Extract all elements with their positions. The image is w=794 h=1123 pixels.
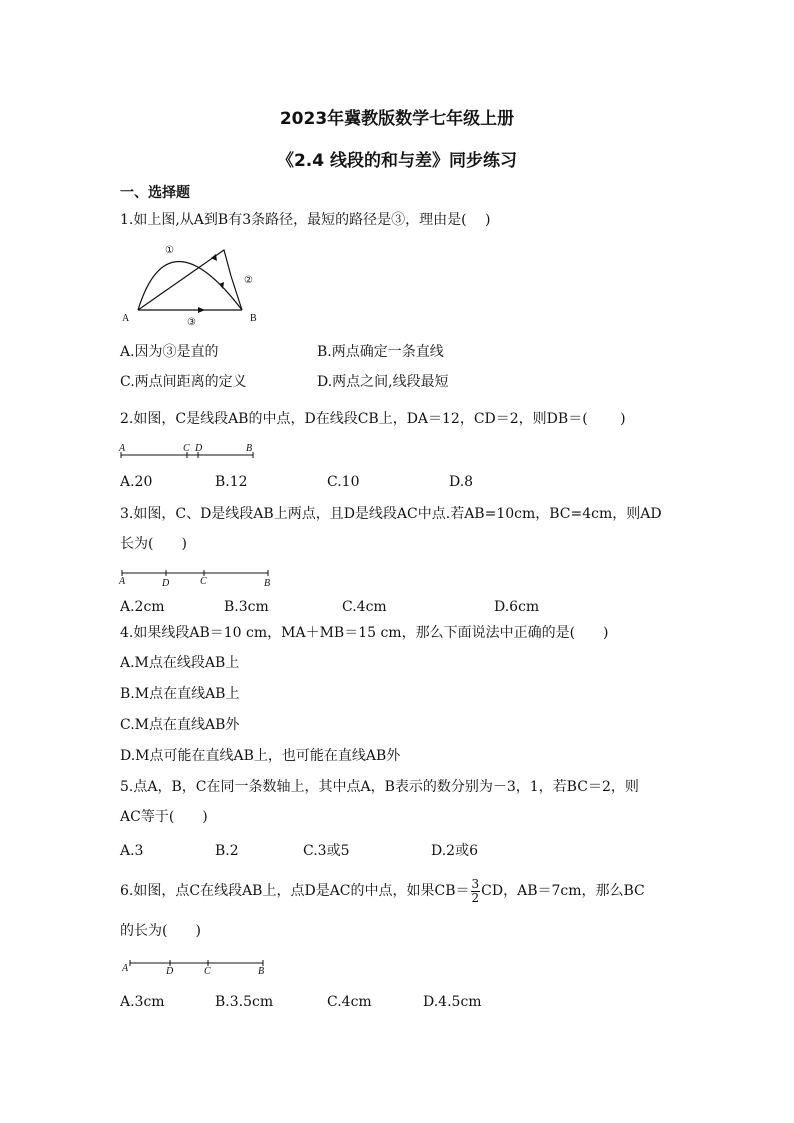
question-6-stem-line1 xyxy=(120,876,645,906)
q5-option-d: D.2或6 xyxy=(431,843,478,859)
arrow-icon xyxy=(198,307,205,313)
q1-option-c: C.两点间距离的定义 xyxy=(120,374,247,390)
point-label-b: B xyxy=(264,578,271,589)
q6-option-c: C.4cm xyxy=(327,994,372,1010)
point-label-a: A xyxy=(122,313,130,324)
question-2-stem: 2.如图，C是线段AB的中点，D在线段CB上，DA＝12，CD＝2，则DB＝( ) xyxy=(120,411,626,427)
q5-option-a: A.3 xyxy=(120,843,144,859)
path-1-curve xyxy=(138,262,242,311)
point-label-a: A xyxy=(119,443,126,454)
q4-option-c: C.M点在直线AB外 xyxy=(120,717,240,733)
path-label-2: ② xyxy=(244,275,253,286)
q2-option-d: D.8 xyxy=(449,474,474,490)
q6-option-d: D.4.5cm xyxy=(423,994,482,1010)
q1-option-d: D.两点之间,线段最短 xyxy=(317,374,449,390)
q6-option-a: A.3cm xyxy=(120,994,165,1010)
point-label-c: C xyxy=(204,966,211,977)
question-3-stem-line1: 3.如图，C、D是线段AB上两点，且D是线段AC中点.若AB=10cm，BC=4cm，则AD xyxy=(120,506,662,522)
question-6-figure xyxy=(118,956,274,980)
fraction-denominator: 2 xyxy=(471,890,480,905)
q2-option-b: B.12 xyxy=(215,474,248,490)
question-4-stem: 4.如果线段AB＝10 cm，MA＋MB＝15 cm，那么下面说法中正确的是( ) xyxy=(120,625,609,641)
point-label-a: A xyxy=(119,576,126,587)
q2-option-c: C.10 xyxy=(327,474,360,490)
path-2-polyline xyxy=(138,250,242,310)
q4-option-d: D.M点可能在直线AB上，也可能在直线AB外 xyxy=(120,748,401,764)
q3-option-c: C.4cm xyxy=(342,599,387,615)
q6-stem-text-after: CD，AB＝7cm，那么BC xyxy=(481,883,645,899)
question-5-stem-line1: 5.点A，B，C在同一条数轴上，其中点A，B表示的数分别为－3，1，若BC＝2，则 xyxy=(120,779,639,795)
point-label-b: B xyxy=(258,966,265,977)
question-6-stem-line2: 的长为( ) xyxy=(120,923,201,939)
q5-option-c: C.3或5 xyxy=(303,843,350,859)
document-title: 2023年冀教版数学七年级上册 xyxy=(279,109,515,129)
fraction xyxy=(471,878,481,905)
q3-option-b: B.3cm xyxy=(224,599,269,615)
point-label-b: B xyxy=(246,443,253,454)
point-label-d: D xyxy=(166,966,174,977)
document-subtitle: 《2.4 线段的和与差》同步练习 xyxy=(276,151,518,171)
question-1-stem: 1.如上图,从A到B有3条路径，最短的路径是③，理由是( ) xyxy=(120,212,491,228)
q5-option-b: B.2 xyxy=(215,843,239,859)
q4-option-b: B.M点在直线AB上 xyxy=(120,686,240,702)
q1-option-b: B.两点确定一条直线 xyxy=(317,344,444,360)
arrow-icon xyxy=(211,254,217,261)
question-1-figure xyxy=(118,238,268,330)
q1-option-a: A.因为③是直的 xyxy=(120,344,219,360)
point-label-d: D xyxy=(195,443,203,454)
q6-option-b: B.3.5cm xyxy=(215,994,274,1010)
section-heading: 一、选择题 xyxy=(120,185,190,201)
q4-option-a: A.M点在线段AB上 xyxy=(120,655,240,671)
question-5-stem-line2: AC等于( ) xyxy=(120,809,208,825)
q3-option-a: A.2cm xyxy=(120,599,165,615)
q2-option-a: A.20 xyxy=(120,474,153,490)
path-label-1: ① xyxy=(165,245,174,256)
question-3-stem-line2: 长为( ) xyxy=(120,536,187,552)
point-label-c: C xyxy=(200,576,207,587)
path-label-3: ③ xyxy=(187,317,196,328)
point-label-d: D xyxy=(162,578,170,589)
question-2-figure xyxy=(118,440,264,464)
q6-stem-text-before: 6.如图，点C在线段AB上，点D是AC的中点，如果CB＝ xyxy=(120,883,470,899)
fraction-numerator: 3 xyxy=(471,876,480,891)
question-3-figure xyxy=(118,566,278,590)
point-label-b: B xyxy=(250,313,257,324)
point-label-a: A xyxy=(122,963,129,974)
q3-option-d: D.6cm xyxy=(494,599,540,615)
point-label-c: C xyxy=(183,443,190,454)
